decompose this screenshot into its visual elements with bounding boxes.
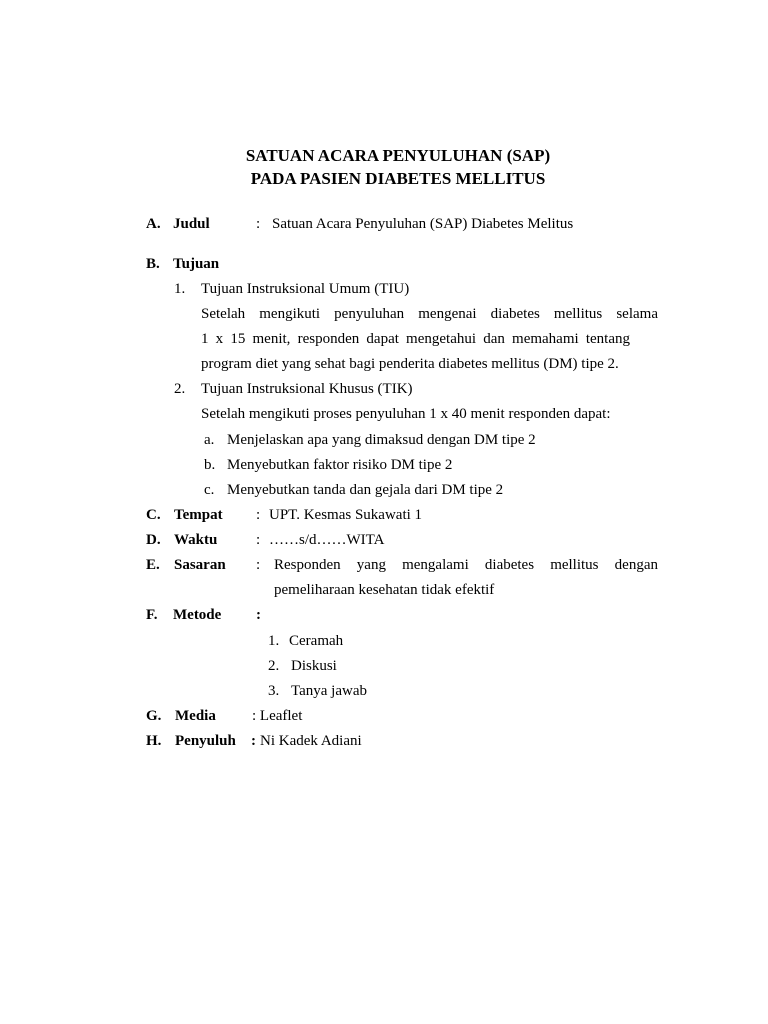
method-number: 1. [268,633,280,649]
tiu-text-line-1: Setelah mengikuti penyuluhan mengenai diabetes mellitus selama [201,306,658,322]
section-b-label: Tujuan [173,256,220,272]
tik-subitem-letter: c. [204,482,215,498]
section-e-value-line-2: pemeliharaan kesehatan tidak efektif [274,582,495,598]
section-g-label: Media [175,708,216,724]
tik-subitem-text: Menjelaskan apa yang dimaksud dengan DM tipe 2 [227,432,536,448]
tik-subitem-letter: b. [204,457,216,473]
section-h-letter: H. [146,733,162,749]
tik-subitem-letter: a. [204,432,215,448]
method-text: Ceramah [289,633,344,649]
method-text: Diskusi [291,658,337,674]
section-d-value: ……s/d……WITA [269,532,385,548]
section-a-label: Judul [173,216,210,232]
section-d-letter: D. [146,532,161,548]
section-h-colon: : [251,733,256,749]
section-h-label: Penyuluh [175,733,236,749]
section-d-label: Waktu [174,532,218,548]
section-g-value: : Leaflet [252,708,303,724]
document-title-line-2: PADA PASIEN DIABETES MELLITUS [250,169,546,188]
tik-subitem-text: Menyebutkan tanda dan gejala dari DM tipe 2 [227,482,504,498]
tiu-heading: Tujuan Instruksional Umum (TIU) [201,281,410,297]
section-c-label: Tempat [174,507,223,523]
document-title-line-1: SATUAN ACARA PENYULUHAN (SAP) [245,146,551,165]
section-e-value-line-1: Responden yang mengalami diabetes mellitus dengan [274,557,658,573]
section-d-colon: : [256,532,261,548]
method-number: 3. [268,683,280,699]
tiu-number: 1. [174,281,186,297]
section-a-value: Satuan Acara Penyuluhan (SAP) Diabetes Melitus [272,216,574,232]
method-text: Tanya jawab [291,683,367,699]
tik-number: 2. [174,381,186,397]
tik-heading: Tujuan Instruksional Khusus (TIK) [201,381,413,397]
section-c-value: UPT. Kesmas Sukawati 1 [269,507,423,523]
section-f-letter: F. [146,607,158,623]
section-c-letter: C. [146,507,161,523]
section-e-letter: E. [146,557,160,573]
section-a-colon: : [256,216,261,232]
tiu-text-line-3: program diet yang sehat bagi penderita diabetes mellitus (DM) tipe 2. [201,356,619,372]
section-f-label: Metode [173,607,222,623]
section-b-letter: B. [146,256,160,272]
tik-subitem-text: Menyebutkan faktor risiko DM tipe 2 [227,457,453,473]
section-g-letter: G. [146,708,162,724]
section-e-colon: : [256,557,261,573]
section-h-value: Ni Kadek Adiani [260,733,362,749]
section-f-colon: : [256,607,261,623]
method-number: 2. [268,658,280,674]
section-a-letter: A. [146,216,161,232]
section-c-colon: : [256,507,261,523]
tik-intro: Setelah mengikuti proses penyuluhan 1 x 40 menit responden dapat: [201,406,611,422]
section-e-label: Sasaran [174,557,226,573]
tiu-text-line-2: 1 x 15 menit, responden dapat mengetahui dan memahami tentang [201,331,630,347]
